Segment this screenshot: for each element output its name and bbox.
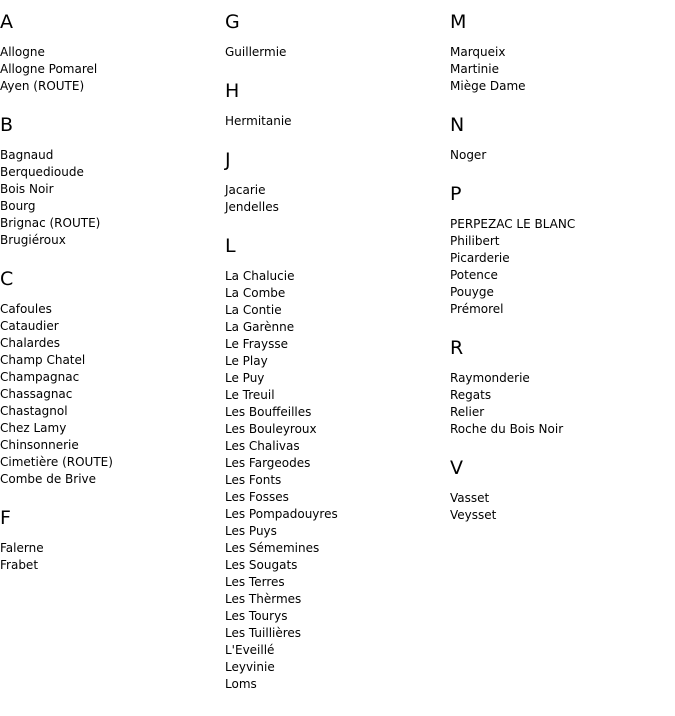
place-name-list [450,370,670,438]
list-item [225,353,445,370]
place-name-link[interactable]: Le Treuil [225,388,275,402]
list-item [225,370,445,387]
list-item [225,404,445,421]
place-name-list [450,216,670,318]
list-item [0,557,220,574]
list-item [225,676,445,693]
place-name-link[interactable]: Falerne [0,541,44,555]
list-item [0,386,220,403]
place-name-link[interactable]: La Chalucie [225,269,295,283]
section-letter-heading: L [225,235,236,257]
place-name-link[interactable]: Brugiéroux [0,233,66,247]
place-name-link[interactable]: Cafoules [0,302,52,316]
section-letter-heading: J [225,149,231,171]
list-item [225,591,445,608]
letter-section [0,114,220,249]
list-item [0,420,220,437]
list-item [225,268,445,285]
place-name-link[interactable]: Relier [450,405,485,419]
place-name-link[interactable]: Cataudier [0,319,59,333]
place-name-link[interactable]: Noger [450,148,487,162]
list-item [450,78,670,95]
place-name-link[interactable]: Les Fosses [225,490,289,504]
letter-section [225,80,445,130]
place-name-link[interactable]: Brignac (ROUTE) [0,216,101,230]
place-name-link[interactable]: Champ Chatel [0,353,86,367]
section-letter-heading: P [450,183,462,205]
index-column [0,0,220,593]
list-item [450,421,670,438]
list-item [225,625,445,642]
place-name-link[interactable]: Les Pompadouyres [225,507,338,521]
place-name-link[interactable]: Ayen (ROUTE) [0,79,85,93]
place-name-link[interactable]: PERPEZAC LE BLANC [450,217,576,231]
list-item [225,489,445,506]
list-item [225,387,445,404]
list-item [225,540,445,557]
place-name-link[interactable]: Les Fargeodes [225,456,311,470]
index-column [225,0,445,712]
place-name-link[interactable]: Allogne Pomarel [0,62,98,76]
list-item [225,182,445,199]
list-item [450,267,670,284]
list-item [0,540,220,557]
list-item [450,507,670,524]
place-name-link[interactable]: La Combe [225,286,286,300]
list-item [450,370,670,387]
place-name-link[interactable]: Frabet [0,558,39,572]
list-item [0,147,220,164]
list-item [0,318,220,335]
place-name-link[interactable]: Les Bouleyroux [225,422,317,436]
place-name-link[interactable]: Leyvinie [225,660,275,674]
place-name-link[interactable]: Les Chalivas [225,439,300,453]
place-name-link[interactable]: Les Thèrmes [225,592,302,606]
list-item [0,232,220,249]
place-name-list [0,44,220,95]
place-name-link[interactable]: Roche du Bois Noir [450,422,564,436]
section-letter-heading: C [0,268,14,290]
place-name-link[interactable]: La Contie [225,303,282,317]
list-item [0,164,220,181]
list-item [0,403,220,420]
list-item [0,471,220,488]
place-name-link[interactable]: Les Tuillières [225,626,302,640]
list-item [0,198,220,215]
section-letter-heading: G [225,11,240,33]
letter-section [450,11,670,95]
section-letter-heading: H [225,80,240,102]
list-item [450,61,670,78]
place-name-link[interactable]: Hermitanie [225,114,292,128]
list-item [225,113,445,130]
place-name-link[interactable]: Bois Noir [0,182,54,196]
place-name-link[interactable]: Les Bouffeilles [225,405,312,419]
place-name-link[interactable]: Les Puys [225,524,277,538]
place-name-link[interactable]: Martinie [450,62,500,76]
list-item [450,250,670,267]
place-name-link[interactable]: La Garènne [225,320,295,334]
section-letter-heading: M [450,11,467,33]
list-item [0,369,220,386]
letter-section [225,235,445,693]
list-item [225,608,445,625]
list-item [450,301,670,318]
list-item [450,44,670,61]
place-name-link[interactable]: Philibert [450,234,500,248]
list-item [225,557,445,574]
place-name-link[interactable]: Combe de Brive [0,472,97,486]
list-item [0,335,220,352]
place-name-link[interactable]: Les Sémemines [225,541,320,555]
place-name-list [0,147,220,249]
list-item [225,455,445,472]
list-item [0,215,220,232]
list-item [225,642,445,659]
list-item [450,284,670,301]
list-item [225,336,445,353]
index-column [450,0,670,543]
place-name-link[interactable]: Bagnaud [0,148,54,162]
list-item [0,437,220,454]
list-item [0,181,220,198]
place-name-link[interactable]: Chassagnac [0,387,73,401]
list-item [225,574,445,591]
list-item [450,387,670,404]
list-item [450,216,670,233]
place-name-list [225,113,445,130]
place-name-link[interactable]: Chez Lamy [0,421,67,435]
letter-section [450,337,670,438]
list-item [225,319,445,336]
list-item [450,404,670,421]
place-name-list [0,540,220,574]
place-name-list [225,182,445,216]
place-name-list [0,301,220,488]
list-item [225,523,445,540]
place-name-list [225,268,445,693]
place-name-link[interactable]: Regats [450,388,492,402]
letter-section [225,149,445,216]
place-name-link[interactable]: Raymonderie [450,371,530,385]
place-name-link[interactable]: Veysset [450,508,497,522]
place-name-link[interactable]: Le Fraysse [225,337,288,351]
place-name-link[interactable]: Les Tourys [225,609,288,623]
letter-section [450,114,670,164]
list-item [0,352,220,369]
list-item [225,659,445,676]
list-item [0,454,220,471]
place-name-link[interactable]: Allogne [0,45,45,59]
place-name-link[interactable]: Champagnac [0,370,80,384]
list-item [450,490,670,507]
place-name-link[interactable]: Berquedioude [0,165,84,179]
place-name-link[interactable]: Chastagnol [0,404,68,418]
letter-section [450,183,670,318]
section-letter-heading: F [0,507,11,529]
place-name-link[interactable]: Prémorel [450,302,504,316]
list-item [225,44,445,61]
place-name-list [450,147,670,164]
place-name-link[interactable]: Les Sougats [225,558,298,572]
place-name-link[interactable]: Potence [450,268,498,282]
section-letter-heading: B [0,114,14,136]
place-name-link[interactable]: Les Terres [225,575,285,589]
list-item [0,78,220,95]
list-item [225,302,445,319]
place-name-link[interactable]: Les Fonts [225,473,282,487]
list-item [0,301,220,318]
letter-section [0,268,220,488]
letter-section [0,11,220,95]
place-name-link[interactable]: Loms [225,677,257,691]
place-name-link[interactable]: Jacarie [225,183,266,197]
place-name-link[interactable]: Guillermie [225,45,287,59]
list-item [225,506,445,523]
place-name-list [450,490,670,524]
list-item [450,233,670,250]
section-letter-heading: N [450,114,465,136]
place-name-link[interactable]: Le Play [225,354,268,368]
place-name-list [225,44,445,61]
section-letter-heading: R [450,337,464,359]
list-item [0,61,220,78]
section-letter-heading: A [0,11,13,33]
list-item [225,438,445,455]
place-name-link[interactable]: Marqueix [450,45,506,59]
place-name-link[interactable]: Chinsonnerie [0,438,79,452]
place-name-link[interactable]: Miège Dame [450,79,526,93]
list-item [225,472,445,489]
list-item [225,199,445,216]
section-letter-heading: V [450,457,463,479]
list-item [0,44,220,61]
list-item [450,147,670,164]
list-item [225,285,445,302]
place-name-link[interactable]: Chalardes [0,336,60,350]
place-name-link[interactable]: Le Puy [225,371,265,385]
letter-section [225,11,445,61]
list-item [225,421,445,438]
letter-section [450,457,670,524]
place-name-list [450,44,670,95]
place-name-link[interactable]: Vasset [450,491,490,505]
place-name-link[interactable]: Picarderie [450,251,510,265]
place-name-link[interactable]: Pouyge [450,285,494,299]
letter-section [0,507,220,574]
place-name-link[interactable]: Cimetière (ROUTE) [0,455,113,469]
place-name-link[interactable]: Jendelles [225,200,279,214]
place-name-link[interactable]: L'Eveillé [225,643,275,657]
place-name-link[interactable]: Bourg [0,199,36,213]
